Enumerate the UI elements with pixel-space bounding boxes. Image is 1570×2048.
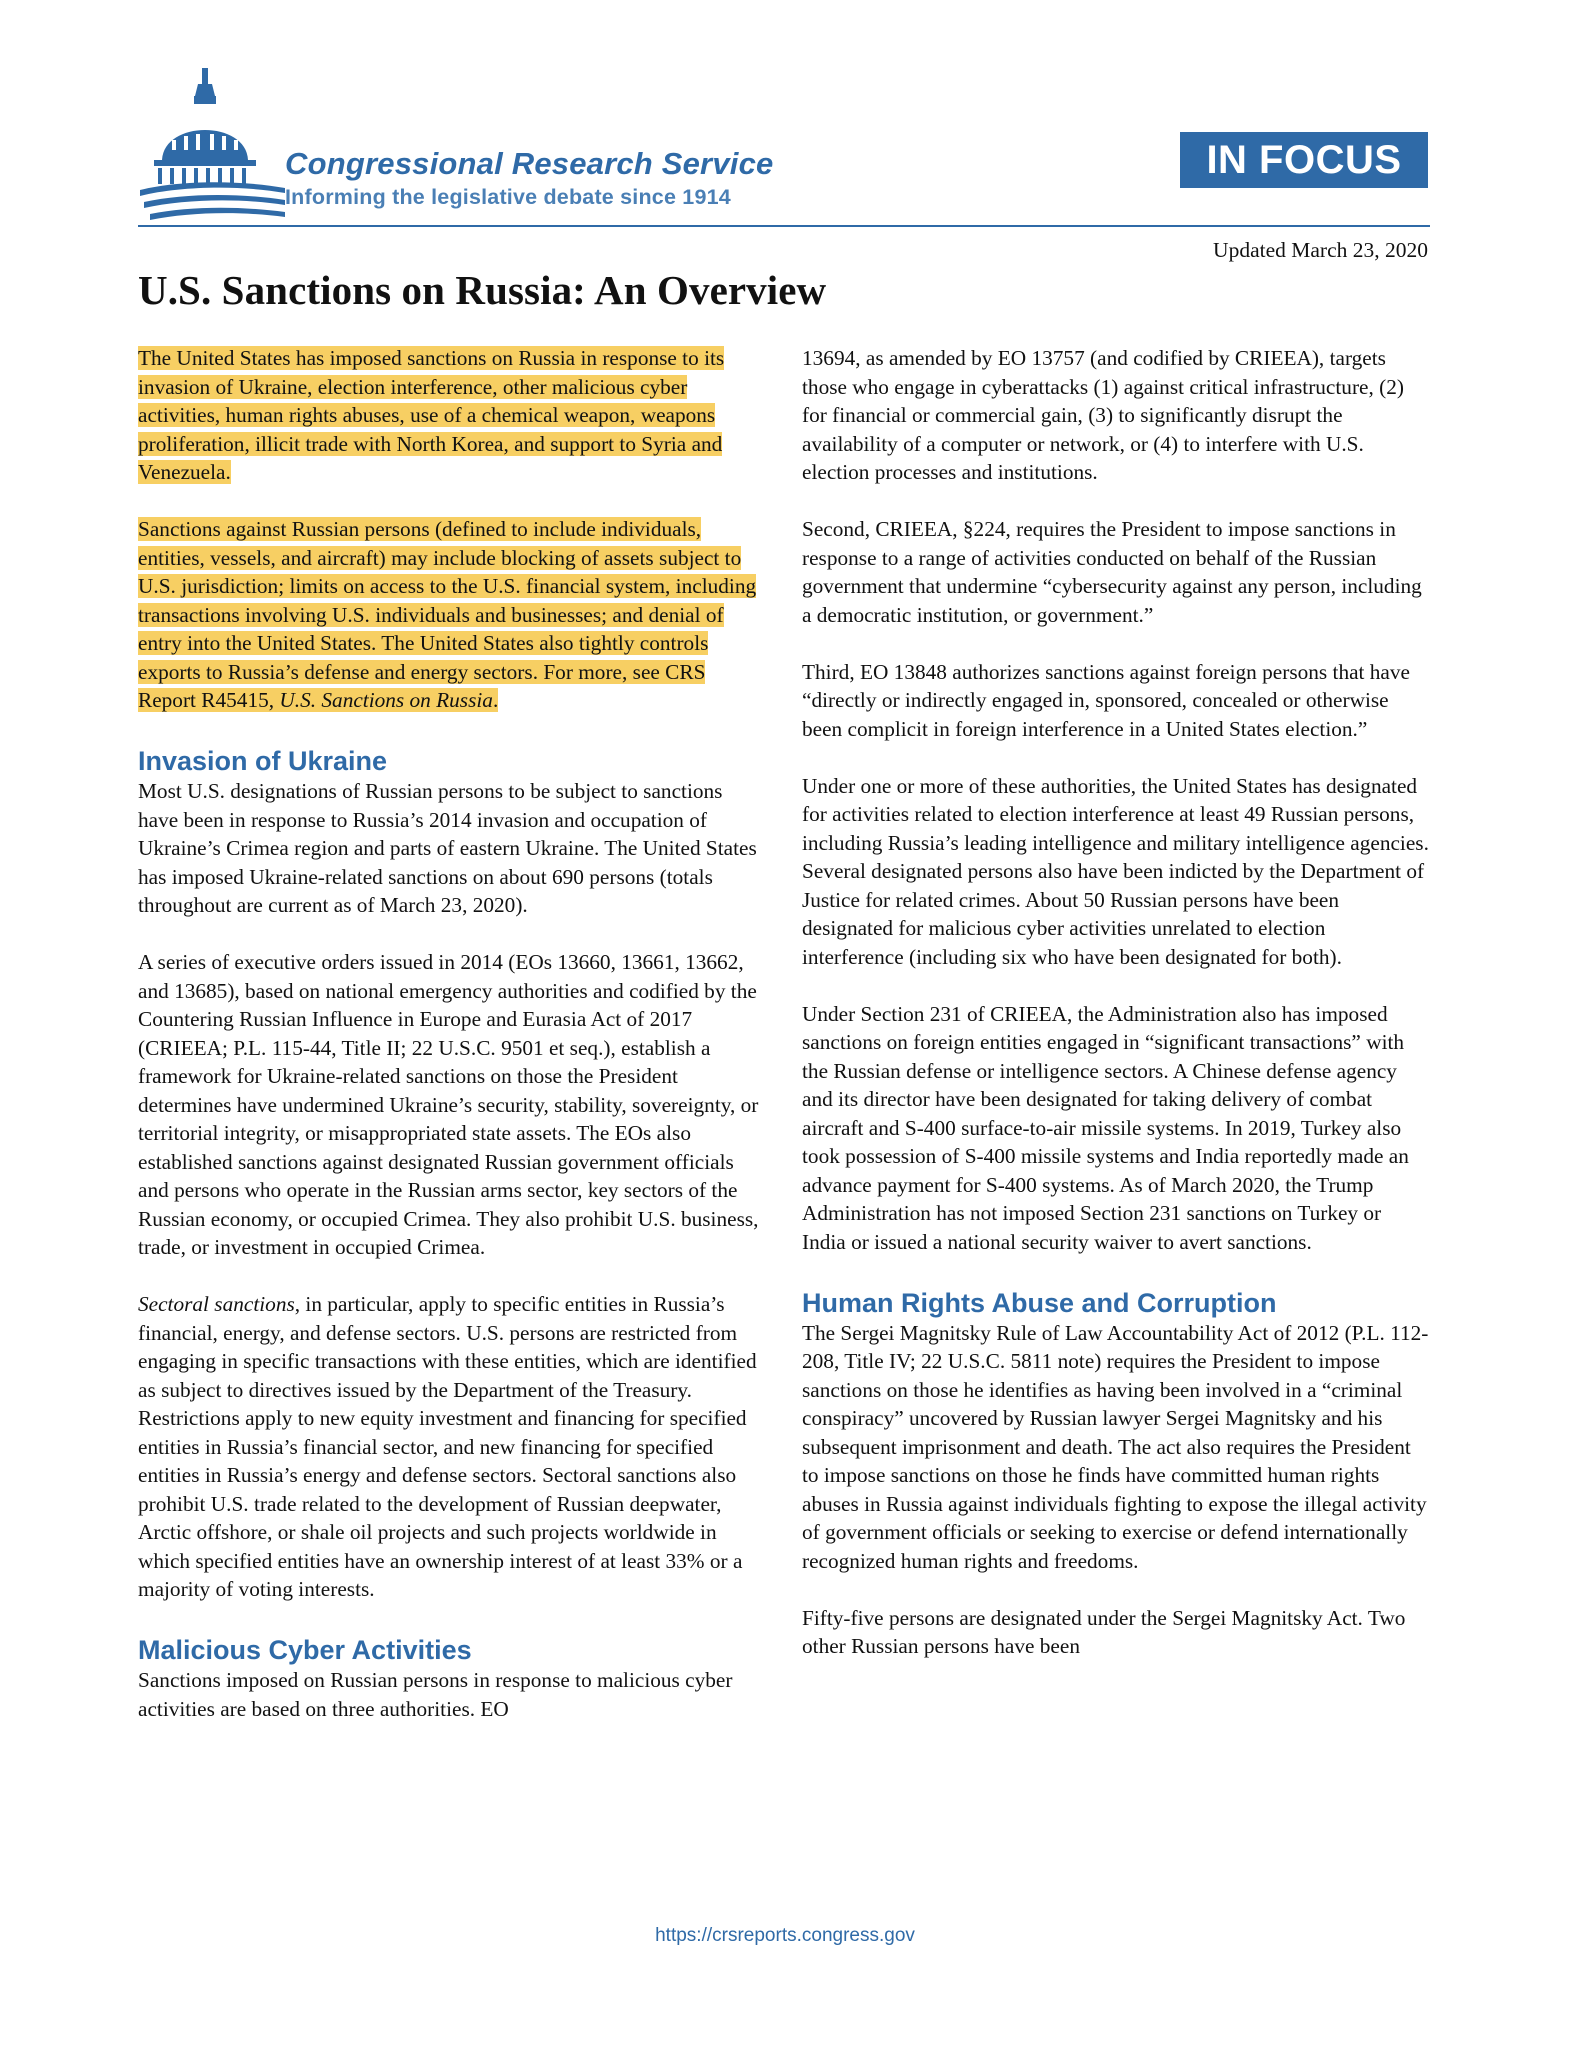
human-rights-paragraph-2: Fifty-five persons are designated under the Sergei Magnitsky Act. Two other Russian persons have been [802, 1605, 1406, 1658]
section-heading-human-rights: Human Rights Abuse and Corruption [802, 1287, 1277, 1318]
cyber-paragraph-2: 13694, as amended by EO 13757 (and codified by CRIEEA), targets those who engage in cyberattacks (1) against critical infrastructure, (2) for financial or commercial gain, (3) to significantly disrupt the availability of a computer or network, or (4) to interfere with U.S. election processes and institutions. [802, 346, 1404, 484]
ukraine-paragraph-3 [138, 1290, 766, 1604]
intro-paragraph-1 [138, 344, 766, 487]
section-heading-cyber: Malicious Cyber Activities [138, 1635, 472, 1665]
left-column [138, 344, 766, 1752]
report-title: U.S. Sanctions on Russia [279, 688, 493, 712]
sectoral-sanctions-term: Sectoral sanctions [138, 1292, 295, 1316]
cyber-paragraph-6: Under Section 231 of CRIEEA, the Administration also has imposed sanctions on foreign entities engaged in “significant transactions” with the Russian defense or intelligence sectors. A Chinese defense agency and its director have been designated for taking delivery of combat aircraft and S-400 surface-to-air missile systems. In 2019, Turkey also took possession of S-400 missile systems and India reportedly made an advance payment for S-400 systems. As of March 2020, the Trump Administration has not imposed Section 231 sanctions on Turkey or India or issued a national security waiver to avert sanctions. [802, 1001, 1409, 1254]
updated-date: Updated March 23, 2020 [1213, 238, 1428, 262]
text-span: , in particular, apply to specific entities in Russia’s financial, energy, and defense sectors. U.S. persons are restricted from engaging in specific transactions with these entities, which are identified as subject to directives issued by the Department of the Treasury. Restrictions apply to new equity investment and financing for specified entities in Russia’s financial sector, and new financing for specified entities in Russia’s energy and defense sectors. Sectoral sanctions also prohibit U.S. trade related to the development of Russian deepwater, Arctic offshore, or shale oil projects and such projects worldwide in which specified entities have an ownership interest of at least 33% or a majority of voting interests. [138, 1292, 757, 1601]
org-tagline: Informing the legislative debate since 1914 [285, 185, 731, 209]
cyber-paragraph-1: Sanctions imposed on Russian persons in response to malicious cyber activities are based on three authorities. EO [138, 1668, 733, 1721]
human-rights-paragraph-1: The Sergei Magnitsky Rule of Law Accountability Act of 2012 (P.L. 112-208, Title IV; 22 U.S.C. 5811 note) requires the President to impose sanctions on those he identifies as having been involved in a “criminal conspiracy” uncovered by Russian lawyer Sergei Magnitsky and his subsequent imprisonment and death. The act also requires the President to impose sanctions on those he finds have committed human rights abuses in Russia against individuals fighting to expose the illegal activity of government officials or seeking to exercise or defend internationally recognized human rights and freedoms. [802, 1320, 1429, 1573]
cyber-paragraph-3: Second, CRIEEA, §224, requires the President to impose sanctions in response to a range of activities conducted on behalf of the Russian government that undermine “cybersecurity against any person, including a democratic institution, or government.” [802, 517, 1422, 627]
text-span: Sanctions against Russian persons (defined to include individuals, entities, vessels, and aircraft) may include blocking of assets subject to U.S. jurisdiction; limits on access to the U.S. financial system, including transactions involving U.S. individuals and businesses; and denial of entry into the United States. The United States also tightly controls exports to Russia’s defense and energy sectors. For more, see CRS Report R45415, [138, 517, 757, 712]
cyber-paragraph-4: Third, EO 13848 authorizes sanctions against foreign persons that have “directly or indirectly engaged in, sponsored, concealed or otherwise been complicit in foreign interference in a United States election.” [802, 659, 1410, 741]
capitol-dome-logo [140, 62, 285, 220]
page-title: U.S. Sanctions on Russia: An Overview [138, 267, 827, 313]
text-span: . [492, 688, 499, 712]
cyber-paragraph-5: Under one or more of these authorities, the United States has designated for activities related to election interference at least 49 Russian persons, including Russia’s leading intelligence and military intelligence agencies. Several designated persons also have been indicted by the Department of Justice for related crimes. About 50 Russian persons have been designated for malicious cyber activities unrelated to election interference (including six who have been designated for both). [802, 773, 1429, 969]
highlighted-text: The United States has imposed sanctions on Russia in response to its invasion of Ukraine, election interference, other malicious cyber activities, human rights abuses, use of a chemical weapon, weapons proliferation, illicit trade with North Korea, and support to Syria and Venezuela. [138, 346, 725, 484]
section-heading-ukraine: Invasion of Ukraine [138, 746, 388, 776]
header-rule [138, 225, 1430, 227]
intro-paragraph-2 [138, 515, 766, 715]
highlighted-text [138, 517, 756, 712]
org-branding [285, 146, 773, 210]
right-column [802, 344, 1430, 1689]
footer-url-link[interactable]: https://crsreports.congress.gov [655, 1925, 915, 1946]
ukraine-paragraph-1: Most U.S. designations of Russian persons to be subject to sanctions have been in response to Russia’s 2014 invasion and occupation of Ukraine’s Crimea region and parts of eastern Ukraine. The United States has imposed Ukraine-related sanctions on about 690 persons (totals throughout are current as of March 23, 2020). [138, 779, 757, 917]
in-focus-badge: IN FOCUS [1180, 132, 1428, 188]
ukraine-paragraph-2: A series of executive orders issued in 2014 (EOs 13660, 13661, 13662, and 13685), based on national emergency authorities and codified by the Countering Russian Influence in Europe and Eurasia Act of 2017 (CRIEEA; P.L. 115-44, Title II; 22 U.S.C. 9501 et seq.), establish a framework for Ukraine-related sanctions on those the President determines have undermined Ukraine’s security, stability, sovereignty, or territorial integrity, or misappropriated state assets. The EOs also established sanctions against designated Russian government officials and persons who operate in the Russian arms sector, key sectors of the Russian economy, or occupied Crimea. They also prohibit U.S. business, trade, or investment in occupied Crimea. [138, 950, 759, 1259]
org-name: Congressional Research Service [285, 146, 774, 181]
